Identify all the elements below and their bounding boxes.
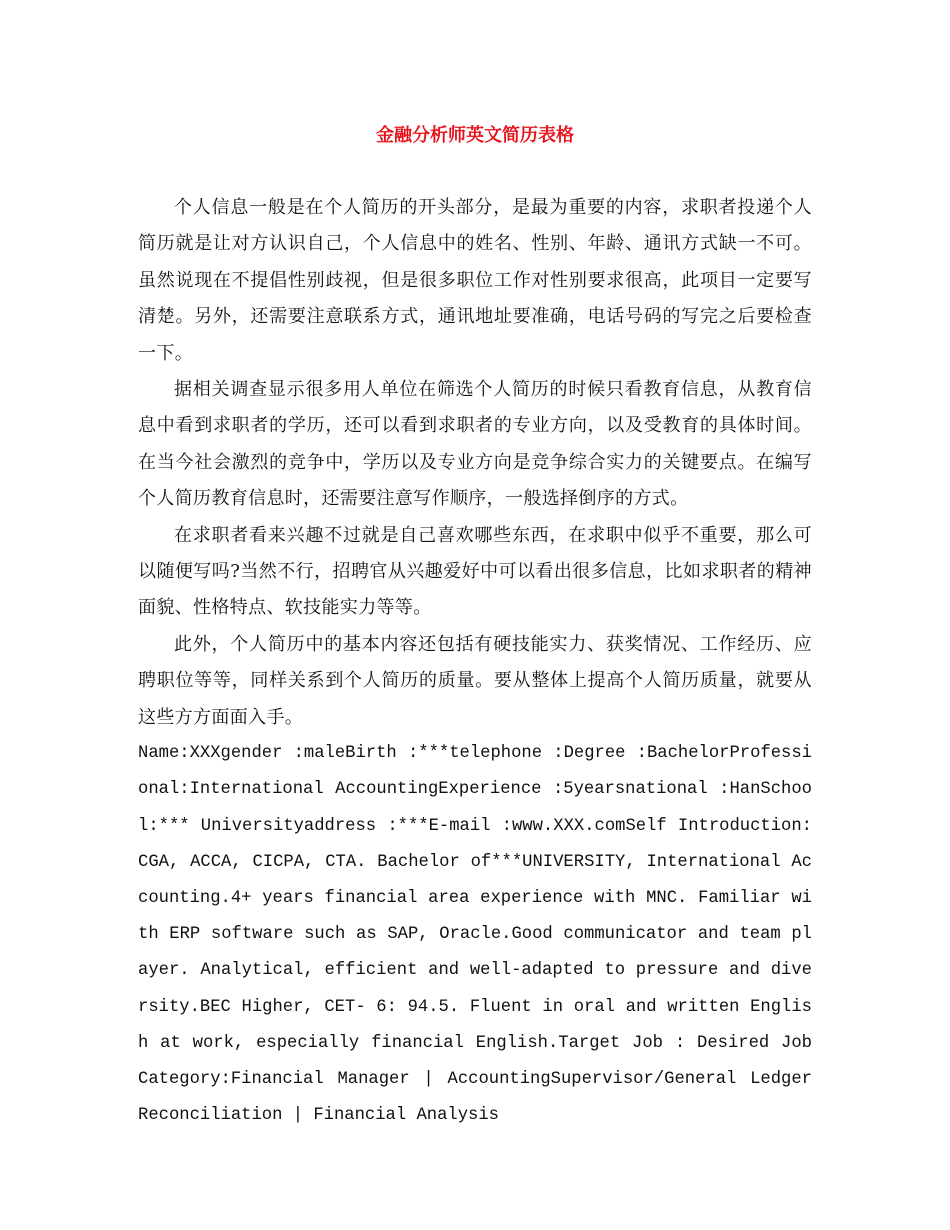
english-resume-block: Name:XXXgender :maleBirth :***telephone :Degree :BachelorProfessional:International AccountingExperience :5yearsnational :HanSchool:*** Universityaddress :***E-mail :www.XXX.comSelf Introduction:CGA, ACCA, CICPA, CTA. Bachelor of***UNIVERSITY, International Accounting.4+ years financial area experience with MNC. Familiar with ERP software such as SAP, Oracle.Good communicator and team player. Analytical, efficient and well-adapted to pressure and diversity.BEC Higher, CET- 6: 94.5. Fluent in oral and written English at work, especially financial English.Target Job : Desired Job Category:Financial Manager | AccountingSupervisor/General Ledger Reconciliation | Financial Analysis — [138, 744, 812, 1126]
document-title: 金融分析师英文简历表格 — [376, 125, 574, 146]
paragraph-interests: 在求职者看来兴趣不过就是自己喜欢哪些东西，在求职中似乎不重要，那么可以随便写吗?当然不行，招聘官从兴趣爱好中可以看出很多信息，比如求职者的精神面貌、性格特点、软技能实力等等。 — [138, 524, 812, 619]
paragraph-personal-info: 个人信息一般是在个人简历的开头部分，是最为重要的内容，求职者投递个人简历就是让对方认识自己，个人信息中的姓名、性别、年龄、通讯方式缺一不可。虽然说现在不提倡性别歧视，但是很多职位工作对性别要求很高，此项目一定要写清楚。另外，还需要注意联系方式，通讯地址要准确，电话号码的写完之后要检查一下。 — [138, 197, 812, 364]
paragraph-other-content: 此外，个人简历中的基本内容还包括有硬技能实力、获奖情况、工作经历、应聘职位等等，同样关系到个人简历的质量。要从整体上提高个人简历质量，就要从这些方方面面入手。 — [138, 633, 812, 728]
document-body — [138, 190, 812, 1134]
paragraph-education-info: 据相关调查显示很多用人单位在筛选个人简历的时候只看教育信息，从教育信息中看到求职者的学历，还可以看到求职者的专业方向，以及受教育的具体时间。在当今社会激烈的竞争中，学历以及专业方向是竞争综合实力的关键要点。在编写个人简历教育信息时，还需要注意写作顺序，一般选择倒序的方式。 — [138, 379, 812, 510]
